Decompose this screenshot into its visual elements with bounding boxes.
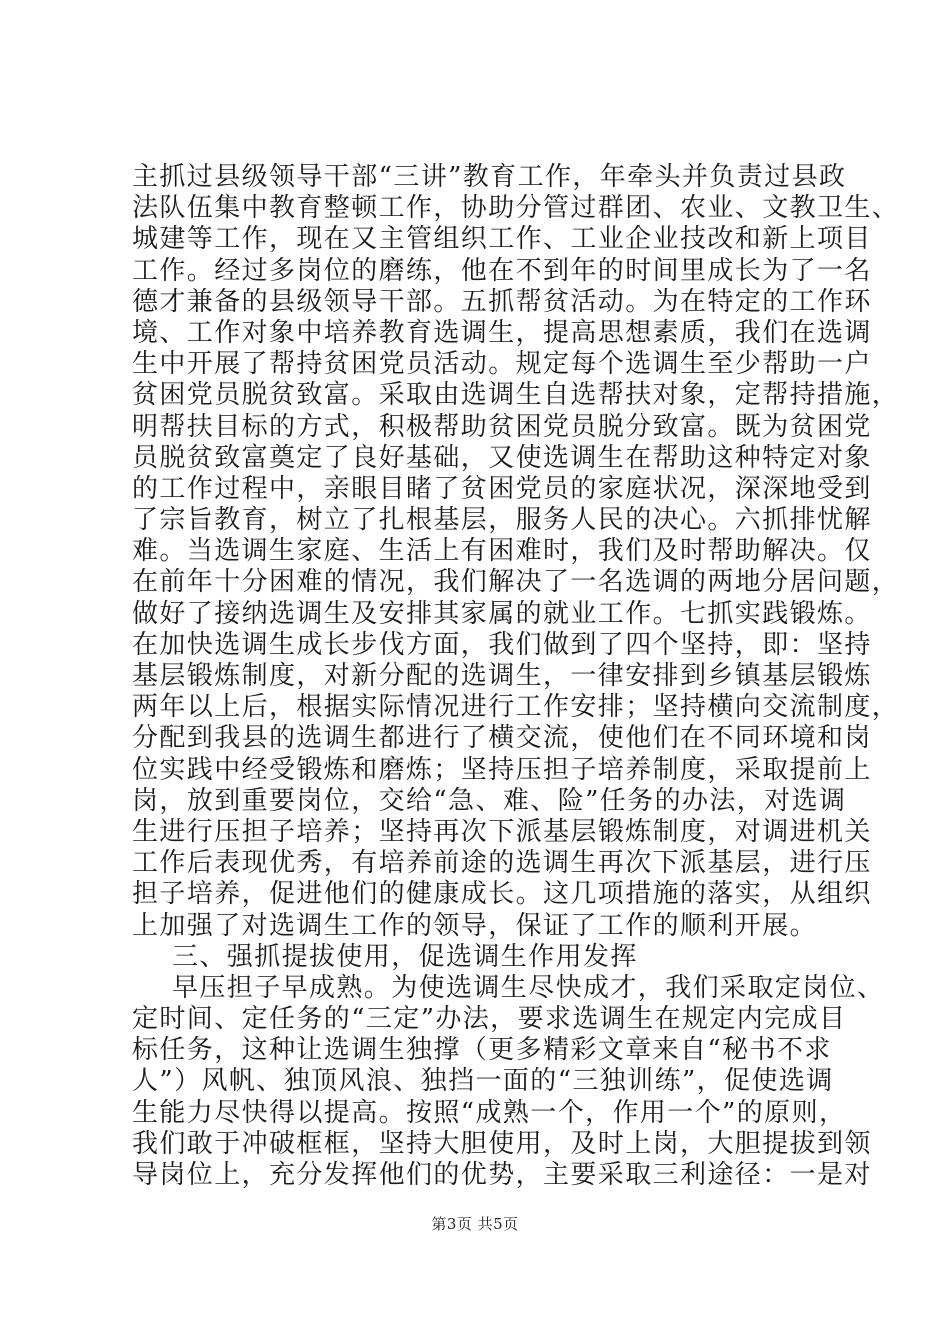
text-line: 人”）风帆、独顶风浪、独挡一面的“三独训练”，促使选调 <box>132 1066 834 1097</box>
text-line: 生能力尽快得以提高。按照“成熟一个，作用一个”的原则， <box>132 1097 847 1128</box>
paragraph-start-line: 早压担子早成熟。为使选调生尽快成才，我们采取定岗位、 <box>172 972 885 1003</box>
text-line: 定时间、定任务的“三定”办法，要求选调生在规定内完成目 <box>132 1004 847 1035</box>
text-line: 城建等工作，现在又主管组织工作、工业企业技改和新上项目 <box>132 224 872 255</box>
text-line: 岗，放到重要岗位，交给“急、难、险”任务的办法，对选调 <box>132 785 847 816</box>
text-line: 位实践中经受锻炼和磨炼；坚持压担子培养制度，采取提前上 <box>132 754 872 785</box>
text-line: 担子培养，促进他们的健康成长。这几项措施的落实，从组织 <box>132 879 872 910</box>
text-line: 导岗位上，充分发挥他们的优势，主要采取三利途径：一是对 <box>132 1160 872 1190</box>
text-line: 明帮扶目标的方式，积极帮助贫困党员脱分致富。既为贫困党 <box>132 411 872 442</box>
text-line: 难。当选调生家庭、生活上有困难时，我们及时帮助解决。仅 <box>132 536 872 567</box>
text-line: 的工作过程中，亲眼目睹了贫困党员的家庭状况，深深地受到 <box>132 473 872 504</box>
text-line: 贫困党员脱贫致富。采取由选调生自选帮扶对象，定帮持措施， <box>132 380 900 411</box>
text-line: 员脱贫致富奠定了良好基础，又使选调生在帮助这种特定对象 <box>132 442 872 473</box>
text-line: 上加强了对选调生工作的领导，保证了工作的顺利开展。 <box>132 910 818 941</box>
text-line: 工作后表现优秀，有培养前途的选调生再次下派基层，进行压 <box>132 848 872 879</box>
text-line: 德才兼备的县级领导干部。五抓帮贫活动。为在特定的工作环 <box>132 286 872 317</box>
text-line: 做好了接纳选调生及安排其家属的就业工作。七抓实践锻炼。 <box>132 598 872 629</box>
text-line: 生进行压担子培养；坚持再次下派基层锻炼制度，对调进机关 <box>132 816 872 847</box>
text-line: 主抓过县级领导干部“三讲”教育工作，年牵头并负责过县政 <box>132 162 847 192</box>
text-line: 两年以上后，根据实际情况进行工作安排；坚持横向交流制度， <box>132 692 900 723</box>
text-line: 在前年十分困难的情况，我们解决了一名选调的两地分居问题， <box>132 567 900 598</box>
text-line: 基层锻炼制度，对新分配的选调生，一律安排到乡镇基层锻炼 <box>132 661 872 691</box>
text-line: 法队伍集中教育整顿工作，协助分管过群团、农业、文教卫生、 <box>132 193 900 224</box>
page-number-footer: 第3页 共5页 <box>431 1215 519 1233</box>
text-line: 我们敢于冲破框框，坚持大胆使用，及时上岗，大胆提拔到领 <box>132 1128 872 1159</box>
text-line: 了宗旨教育，树立了扎根基层，服务人民的决心。六抓排忧解 <box>132 505 872 536</box>
text-line: 境、工作对象中培养教育选调生，提高思想素质，我们在选调 <box>132 317 872 348</box>
document-body <box>132 162 900 1191</box>
section-heading: 三、强抓提拔使用，促选调生作用发挥 <box>172 941 638 972</box>
text-line: 在加快选调生成长步伐方面，我们做到了四个坚持，即：坚持 <box>132 629 872 660</box>
text-line: 标任务，这种让选调生独撑（更多精彩文章来自“秘书不求 <box>132 1035 832 1066</box>
text-line: 分配到我县的选调生都进行了横交流，使他们在不同环境和岗 <box>132 723 872 754</box>
text-line: 生中开展了帮持贫困党员活动。规定每个选调生至少帮助一户 <box>132 349 872 380</box>
text-line: 工作。经过多岗位的磨练，他在不到年的时间里成长为了一名 <box>132 255 872 286</box>
